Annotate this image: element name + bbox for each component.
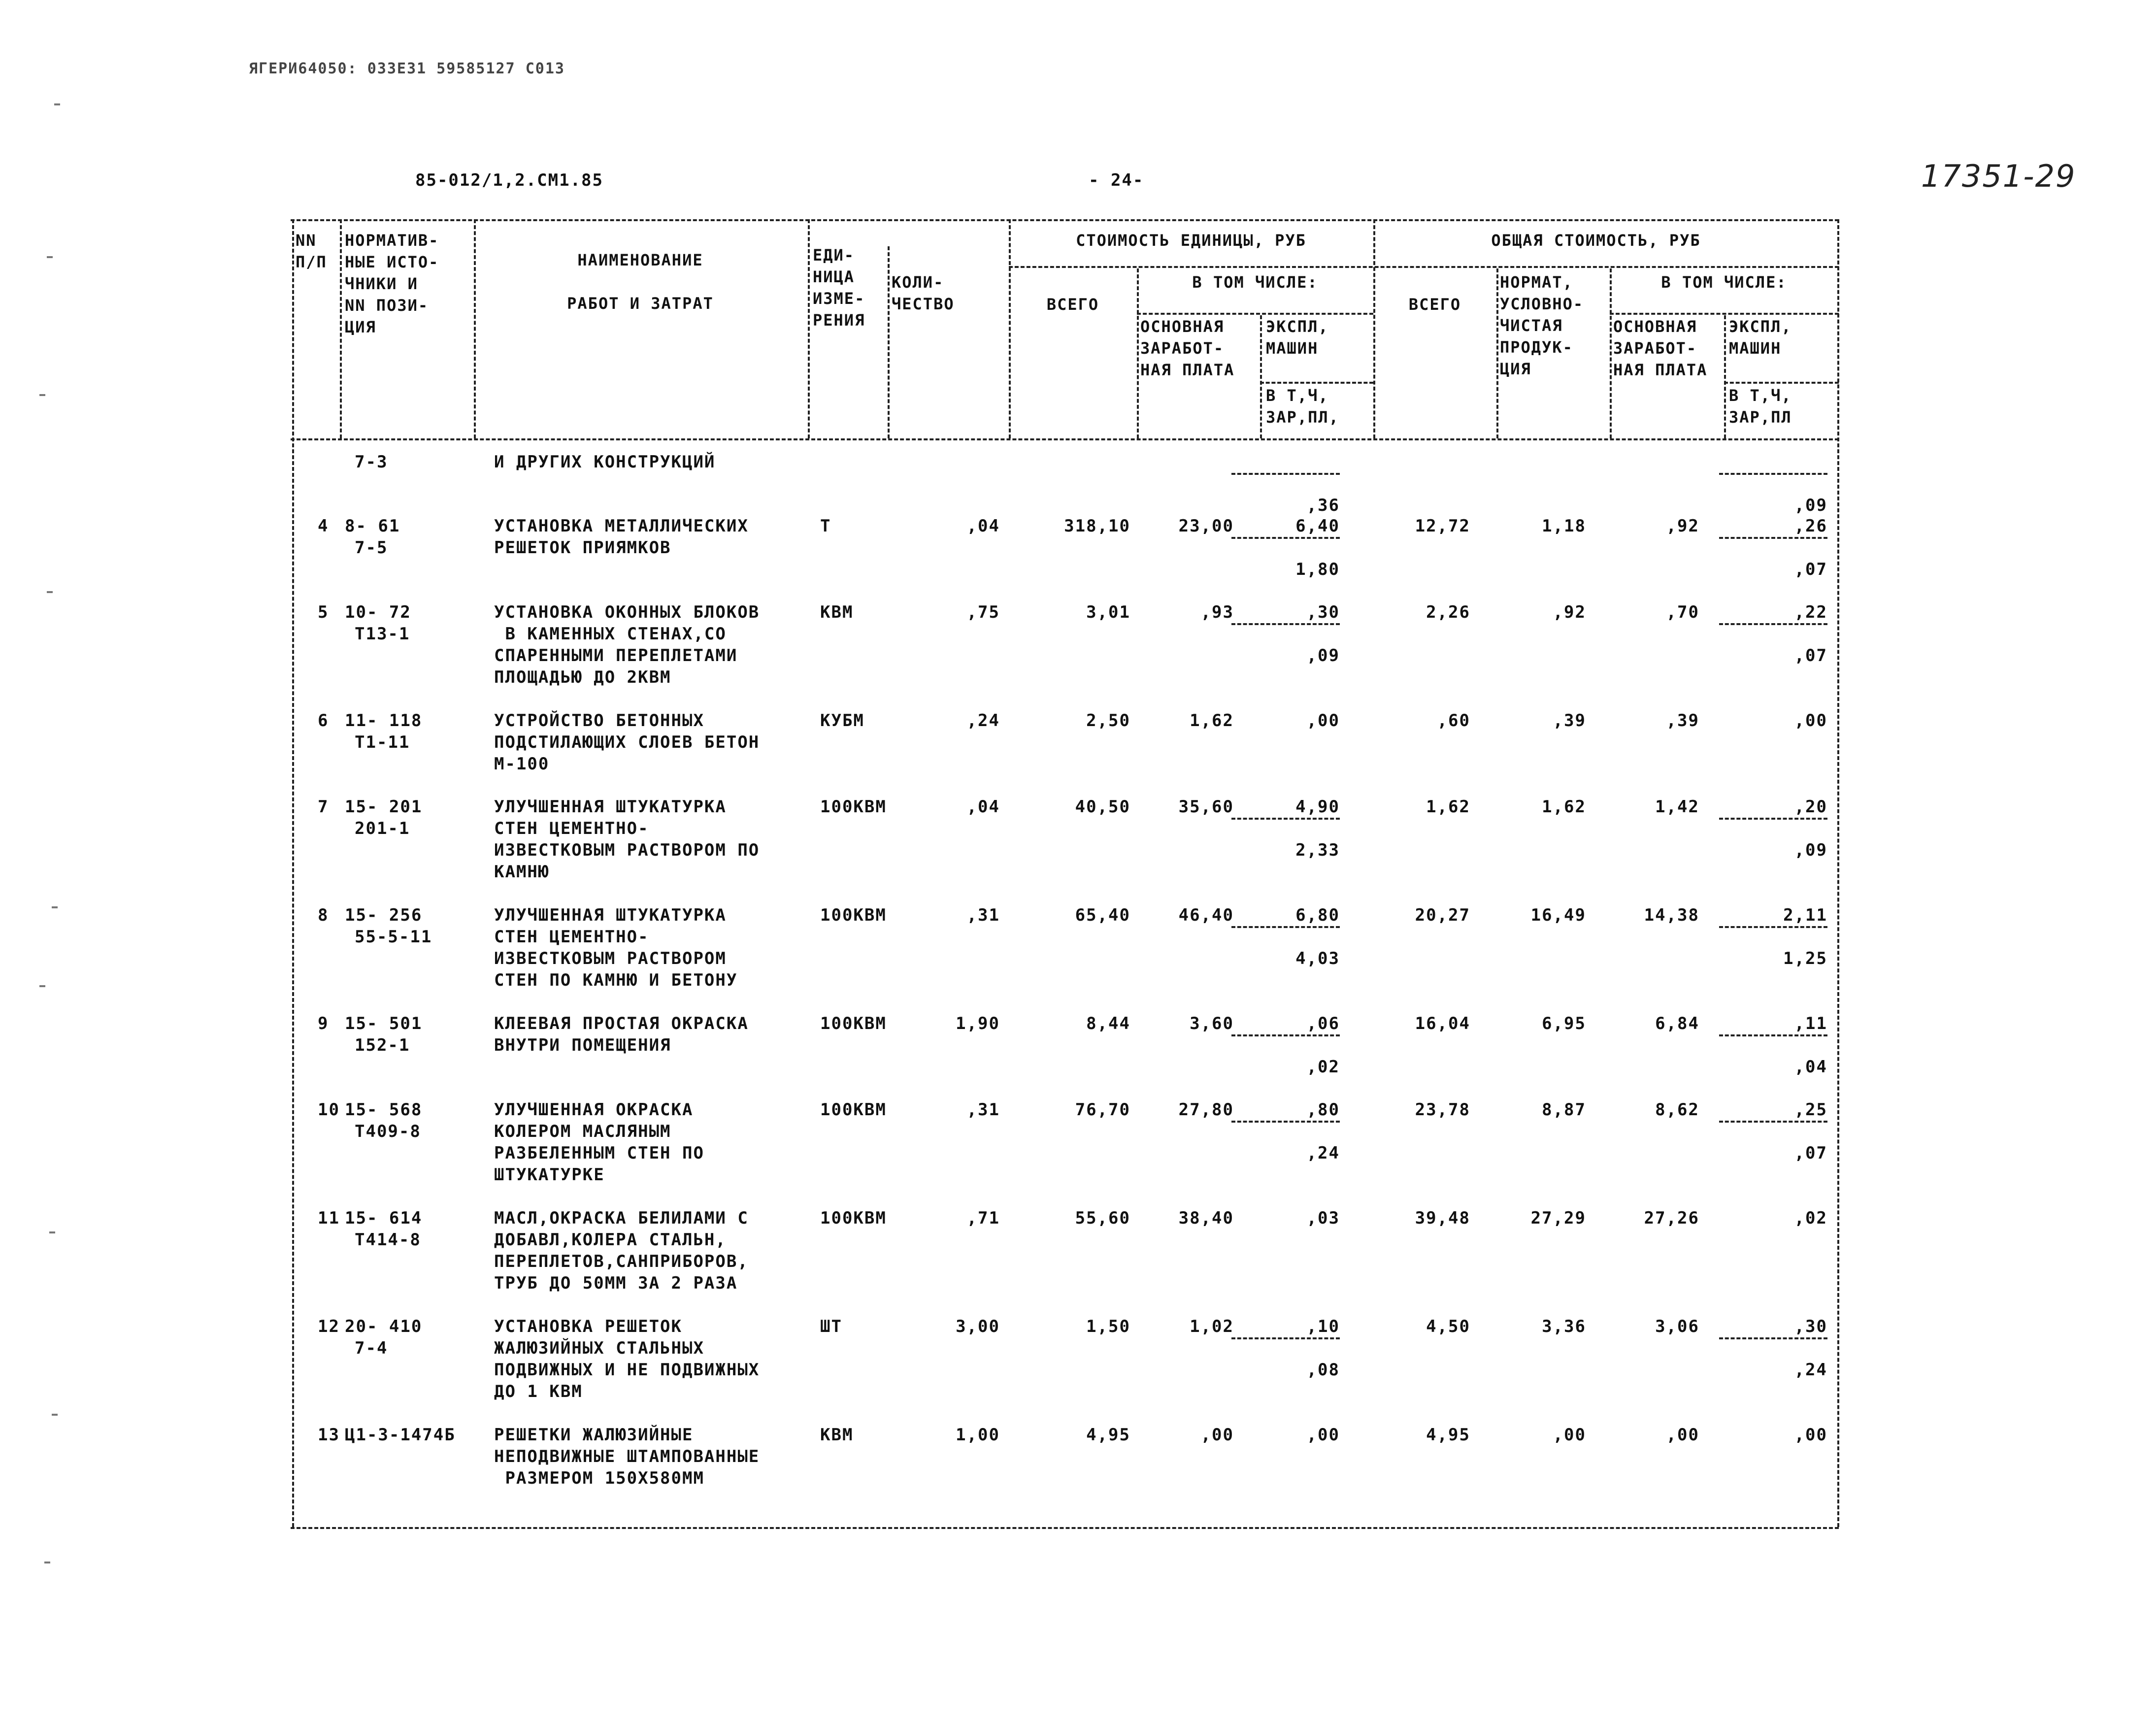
header-incl-wage: ЗАР,ПЛ: [1729, 408, 1792, 427]
header-normative-source: НОРМАТИВ-: [345, 231, 439, 250]
row-total-machine-cost: ,00: [1794, 1425, 1827, 1445]
row-total-cost: 23,78: [1415, 1100, 1470, 1120]
row-total-machine-cost: ,11: [1794, 1014, 1827, 1033]
row-total-cost: 39,48: [1415, 1208, 1470, 1228]
row-quantity: ,04: [966, 516, 1000, 536]
table-rule: [1610, 313, 1839, 315]
row-work-name: КОЛЕРОМ МАСЛЯНЫМ: [494, 1122, 671, 1141]
row-work-name: РЕШЕТКИ ЖАЛЮЗИЙНЫЕ: [494, 1425, 694, 1445]
row-work-name: УСТРОЙСТВО БЕТОННЫХ: [494, 711, 704, 731]
row-total-base-wage: 8,62: [1655, 1100, 1699, 1120]
row-total-cost: 2,26: [1426, 602, 1470, 622]
fraction-rule: [1231, 537, 1340, 539]
column-rule: [1260, 315, 1262, 438]
row-total-cost: 4,95: [1426, 1425, 1470, 1445]
row-total-machine-cost: ,02: [1794, 1208, 1827, 1228]
column-rule: [1009, 219, 1011, 438]
header-incl-wage: В Т,Ч,: [1266, 386, 1329, 405]
header-normative-source: НЫЕ ИСТО-: [345, 253, 439, 271]
row-unit-cost-total: 40,50: [1075, 797, 1130, 817]
row-total-machine-wage: ,07: [1794, 646, 1827, 665]
row-unit-machine-cost: 6,80: [1295, 905, 1340, 925]
row-unit-machine-cost: ,10: [1306, 1317, 1340, 1336]
row-number: 5: [318, 602, 329, 622]
row-total-machine-cost: ,30: [1794, 1317, 1827, 1336]
row-normative-subcode: 7-3: [355, 452, 388, 472]
row-unit: КВМ: [820, 1425, 854, 1445]
row-total-cost: 16,04: [1415, 1014, 1470, 1033]
row-quantity: 1,00: [956, 1425, 1000, 1445]
top-code: ЯГЕРИ64050: 033E31 59585127 C013: [249, 60, 565, 77]
row-work-name: ПОДВИЖНЫХ И НЕ ПОДВИЖНЫХ: [494, 1360, 760, 1380]
row-number: 10: [318, 1100, 340, 1120]
row-normative-subcode: Т13-1: [355, 624, 410, 644]
row-work-name: ПЛОЩАДЬЮ ДО 2КВМ: [494, 667, 671, 687]
fraction-rule: [1231, 473, 1340, 475]
header-including: В ТОМ ЧИСЛЕ:: [1192, 273, 1318, 292]
row-total-normative-net: ,39: [1553, 711, 1586, 731]
row-normative-subcode: Т414-8: [355, 1230, 421, 1250]
row-total-cost: ,60: [1437, 711, 1470, 731]
header-base-wage: НАЯ ПЛАТА: [1613, 361, 1708, 379]
row-unit-machine-wage: ,36: [1306, 496, 1340, 515]
row-unit-base-wage: 27,80: [1178, 1100, 1234, 1120]
row-unit-cost-total: 3,01: [1086, 602, 1130, 622]
row-total-cost: 12,72: [1415, 516, 1470, 536]
row-unit-cost-total: 55,60: [1075, 1208, 1130, 1228]
row-unit-machine-wage: 1,80: [1295, 560, 1340, 579]
column-rule: [1610, 268, 1612, 438]
header-machine-operation: ЭКСПЛ,: [1266, 317, 1329, 336]
table-rule: [1009, 266, 1839, 268]
header-base-wage: НАЯ ПЛАТА: [1140, 361, 1235, 379]
row-normative-code: 15- 256: [345, 905, 423, 925]
fraction-rule: [1719, 537, 1827, 539]
fraction-rule: [1719, 473, 1827, 475]
row-total-base-wage: ,00: [1666, 1425, 1699, 1445]
row-work-name: ШТУКАТУРКЕ: [494, 1165, 605, 1185]
header-unit: ИЗМЕ-: [813, 289, 865, 308]
row-work-name: ВНУТРИ ПОМЕЩЕНИЯ: [494, 1035, 671, 1055]
row-unit-base-wage: 38,40: [1178, 1208, 1234, 1228]
row-unit-base-wage: 46,40: [1178, 905, 1234, 925]
row-unit: 100КВМ: [820, 797, 887, 817]
row-normative-subcode: 7-4: [355, 1338, 388, 1358]
row-work-name: КАМНЮ: [494, 862, 550, 882]
row-unit-cost-total: 2,50: [1086, 711, 1130, 731]
column-rule: [292, 219, 294, 1527]
row-total-normative-net: 6,95: [1542, 1014, 1586, 1033]
fraction-rule: [1719, 1121, 1827, 1123]
row-unit: КУБМ: [820, 711, 864, 731]
fraction-rule: [1719, 623, 1827, 625]
row-unit-base-wage: 35,60: [1178, 797, 1234, 817]
row-work-name: ИЗВЕСТКОВЫМ РАСТВОРОМ: [494, 949, 727, 968]
row-work-name: ЖАЛЮЗИЙНЫХ СТАЛЬНЫХ: [494, 1338, 704, 1358]
header-unit: НИЦА: [813, 267, 855, 286]
row-total-normative-net: 16,49: [1530, 905, 1586, 925]
row-work-name: РАЗБЕЛЕННЫМ СТЕН ПО: [494, 1143, 704, 1163]
row-work-name: РЕШЕТОК ПРИЯМКОВ: [494, 538, 671, 558]
column-rule: [340, 219, 342, 438]
row-unit-cost-total: 8,44: [1086, 1014, 1130, 1033]
scan-mark: [39, 394, 45, 396]
header-name: НАИМЕНОВАНИЕ: [577, 251, 703, 269]
row-unit-base-wage: ,93: [1200, 602, 1234, 622]
fraction-rule: [1231, 1337, 1340, 1339]
row-total-cost: 4,50: [1426, 1317, 1470, 1336]
header-nn: П/П: [296, 253, 327, 271]
fraction-rule: [1719, 1034, 1827, 1036]
table-rule: [291, 219, 1839, 221]
header-normative-net: ЦИЯ: [1500, 360, 1531, 378]
row-quantity: ,24: [966, 711, 1000, 731]
row-normative-code: 11- 118: [345, 711, 423, 731]
row-work-name: НЕПОДВИЖНЫЕ ШТАМПОВАННЫЕ: [494, 1447, 760, 1466]
header-incl-wage: В Т,Ч,: [1729, 386, 1792, 405]
row-number: 13: [318, 1425, 340, 1445]
row-unit-machine-wage: ,08: [1306, 1360, 1340, 1380]
row-work-name: СТЕН ЦЕМЕНТНО-: [494, 927, 649, 947]
row-number: 6: [318, 711, 329, 731]
row-unit: ШТ: [820, 1317, 842, 1336]
row-unit-machine-cost: ,80: [1306, 1100, 1340, 1120]
header-normative-net: УСЛОВНО-: [1500, 295, 1584, 313]
row-normative-subcode: 7-5: [355, 538, 388, 558]
row-number: 12: [318, 1317, 340, 1336]
table-rule: [1260, 382, 1373, 384]
row-unit: 100КВМ: [820, 1014, 887, 1033]
row-unit: КВМ: [820, 602, 854, 622]
row-quantity: ,75: [966, 602, 1000, 622]
row-work-name: РАЗМЕРОМ 150Х580ММ: [494, 1468, 704, 1488]
row-quantity: ,71: [966, 1208, 1000, 1228]
row-total-machine-cost: ,20: [1794, 797, 1827, 817]
row-total-base-wage: ,39: [1666, 711, 1699, 731]
header-normative-source: NN ПОЗИ-: [345, 296, 429, 315]
page-number: - 24-: [1089, 170, 1144, 190]
row-normative-subcode: 201-1: [355, 819, 410, 838]
row-normative-code: Ц1-3-1474Б: [345, 1425, 456, 1445]
scan-mark: [39, 985, 45, 987]
fraction-rule: [1231, 623, 1340, 625]
row-work-name: МАСЛ,ОКРАСКА БЕЛИЛАМИ С: [494, 1208, 749, 1228]
row-quantity: 1,90: [956, 1014, 1000, 1033]
row-work-name: УСТАНОВКА ОКОННЫХ БЛОКОВ: [494, 602, 760, 622]
row-normative-subcode: 152-1: [355, 1035, 410, 1055]
row-work-name: ПЕРЕПЛЕТОВ,САНПРИБОРОВ,: [494, 1252, 749, 1271]
header-nn: NN: [296, 231, 317, 250]
row-total-machine-cost: ,26: [1794, 516, 1827, 536]
row-work-name: УСТАНОВКА РЕШЕТОК: [494, 1317, 682, 1336]
scan-mark: [47, 591, 53, 593]
row-normative-code: 20- 410: [345, 1317, 423, 1336]
row-normative-code: 15- 568: [345, 1100, 423, 1120]
row-number: 9: [318, 1014, 329, 1033]
row-work-name: УСТАНОВКА МЕТАЛЛИЧЕСКИХ: [494, 516, 749, 536]
row-work-name: М-100: [494, 754, 550, 774]
row-unit-machine-wage: ,09: [1306, 646, 1340, 665]
row-unit-cost-total: 4,95: [1086, 1425, 1130, 1445]
row-quantity: 3,00: [956, 1317, 1000, 1336]
row-normative-code: 15- 614: [345, 1208, 423, 1228]
row-total-cost: 1,62: [1426, 797, 1470, 817]
row-work-name: КЛЕЕВАЯ ПРОСТАЯ ОКРАСКА: [494, 1014, 749, 1033]
row-total-machine-wage: ,09: [1794, 840, 1827, 860]
header-total-cost: ОБЩАЯ СТОИМОСТЬ, РУБ: [1491, 231, 1701, 250]
header-normative-net: ПРОДУК-: [1500, 338, 1573, 357]
row-unit-machine-cost: 4,90: [1295, 797, 1340, 817]
header-quantity: ЧЕСТВО: [892, 295, 955, 313]
header-name: РАБОТ И ЗАТРАТ: [567, 294, 714, 313]
row-total-base-wage: 27,26: [1644, 1208, 1699, 1228]
fraction-rule: [1231, 1034, 1340, 1036]
fraction-rule: [1719, 926, 1827, 928]
row-total-machine-wage: 1,25: [1783, 949, 1827, 968]
row-number: 11: [318, 1208, 340, 1228]
row-work-name: И ДРУГИХ КОНСТРУКЦИЙ: [494, 452, 716, 472]
row-total-base-wage: ,70: [1666, 602, 1699, 622]
header-normative-net: НОРМАТ,: [1500, 273, 1573, 292]
row-unit-base-wage: 3,60: [1190, 1014, 1234, 1033]
row-quantity: ,31: [966, 1100, 1000, 1120]
header-normative-source: ЦИЯ: [345, 318, 376, 336]
column-rule: [1373, 219, 1375, 438]
row-unit-base-wage: 1,02: [1190, 1317, 1234, 1336]
row-work-name: СПАРЕННЫМИ ПЕРЕПЛЕТАМИ: [494, 646, 738, 665]
row-unit: 100КВМ: [820, 905, 887, 925]
row-normative-code: 8- 61: [345, 516, 400, 536]
fraction-rule: [1231, 926, 1340, 928]
column-rule: [888, 246, 890, 438]
row-unit-cost-total: 76,70: [1075, 1100, 1130, 1120]
row-total-normative-net: 8,87: [1542, 1100, 1586, 1120]
row-total-normative-net: 27,29: [1530, 1208, 1586, 1228]
row-total-normative-net: 3,36: [1542, 1317, 1586, 1336]
header-quantity: КОЛИ-: [892, 273, 944, 292]
row-total-base-wage: 14,38: [1644, 905, 1699, 925]
row-work-name: УЛУЧШЕННАЯ ШТУКАТУРКА: [494, 905, 727, 925]
row-total-base-wage: 1,42: [1655, 797, 1699, 817]
row-total-machine-wage: ,07: [1794, 1143, 1827, 1163]
row-total-machine-cost: ,25: [1794, 1100, 1827, 1120]
row-unit: 100КВМ: [820, 1100, 887, 1120]
table-rule: [291, 1527, 1839, 1529]
row-unit-machine-cost: ,03: [1306, 1208, 1340, 1228]
row-unit-machine-cost: ,06: [1306, 1014, 1340, 1033]
row-work-name: ДОБАВЛ,КОЛЕРА СТАЛЬН,: [494, 1230, 727, 1250]
row-normative-subcode: 55-5-11: [355, 927, 432, 947]
header-total-total: ВСЕГО: [1408, 295, 1461, 314]
row-unit-cost-total: 65,40: [1075, 905, 1130, 925]
row-number: 7: [318, 797, 329, 817]
row-total-machine-wage: ,24: [1794, 1360, 1827, 1380]
row-total-machine-cost: ,22: [1794, 602, 1827, 622]
scan-mark: [52, 1414, 58, 1416]
row-unit-machine-wage: 4,03: [1295, 949, 1340, 968]
table-rule: [1724, 382, 1839, 384]
scan-mark: [47, 256, 53, 258]
row-unit-machine-cost: 6,40: [1295, 516, 1340, 536]
row-work-name: УЛУЧШЕННАЯ ШТУКАТУРКА: [494, 797, 727, 817]
column-rule: [1137, 268, 1139, 438]
row-unit-machine-wage: 2,33: [1295, 840, 1340, 860]
header-machine-operation: ЭКСПЛ,: [1729, 317, 1792, 336]
column-rule: [1496, 268, 1498, 438]
header-unit: РЕНИЯ: [813, 311, 865, 330]
row-total-base-wage: ,92: [1666, 516, 1699, 536]
table-rule: [291, 438, 1839, 440]
row-total-cost: 20,27: [1415, 905, 1470, 925]
row-total-normative-net: ,00: [1553, 1425, 1586, 1445]
row-unit-machine-cost: ,00: [1306, 1425, 1340, 1445]
row-total-base-wage: 6,84: [1655, 1014, 1699, 1033]
scan-mark: [44, 1562, 50, 1563]
row-work-name: УЛУЧШЕННАЯ ОКРАСКА: [494, 1100, 694, 1120]
row-normative-code: 15- 201: [345, 797, 423, 817]
row-number: 4: [318, 516, 329, 536]
header-machine-operation: МАШИН: [1729, 339, 1782, 358]
row-total-machine-cost: 2,11: [1783, 905, 1827, 925]
row-normative-code: 15- 501: [345, 1014, 423, 1033]
row-normative-code: 10- 72: [345, 602, 411, 622]
scan-mark: [54, 103, 60, 105]
row-total-normative-net: ,92: [1553, 602, 1586, 622]
row-work-name: ИЗВЕСТКОВЫМ РАСТВОРОМ ПО: [494, 840, 760, 860]
row-unit-base-wage: 23,00: [1178, 516, 1234, 536]
handwritten-code: 17351-29: [1921, 158, 2076, 194]
row-total-normative-net: 1,18: [1542, 516, 1586, 536]
fraction-rule: [1719, 818, 1827, 820]
row-work-name: СТЕН ПО КАМНЮ И БЕТОНУ: [494, 970, 738, 990]
header-normative-net: ЧИСТАЯ: [1500, 316, 1563, 335]
row-unit-base-wage: 1,62: [1190, 711, 1234, 731]
row-total-normative-net: 1,62: [1542, 797, 1586, 817]
row-normative-subcode: Т1-11: [355, 732, 410, 752]
header-including: В ТОМ ЧИСЛЕ:: [1661, 273, 1787, 292]
row-total-machine-wage: ,07: [1794, 560, 1827, 579]
row-unit-machine-cost: ,00: [1306, 711, 1340, 731]
row-unit: Т: [820, 516, 831, 536]
row-unit: 100КВМ: [820, 1208, 887, 1228]
header-unit-total: ВСЕГО: [1046, 295, 1099, 314]
row-unit-cost-total: 1,50: [1086, 1317, 1130, 1336]
header-base-wage: ОСНОВНАЯ: [1140, 317, 1225, 336]
row-number: 8: [318, 905, 329, 925]
row-unit-cost-total: 318,10: [1064, 516, 1130, 536]
row-total-machine-wage: ,04: [1794, 1057, 1827, 1077]
row-total-base-wage: 3,06: [1655, 1317, 1699, 1336]
row-unit-base-wage: ,00: [1200, 1425, 1234, 1445]
header-normative-source: ЧНИКИ И: [345, 274, 418, 293]
row-work-name: ПОДСТИЛАЮЩИХ СЛОЕВ БЕТОН: [494, 732, 760, 752]
row-quantity: ,31: [966, 905, 1000, 925]
row-work-name: В КАМЕННЫХ СТЕНАХ,СО: [494, 624, 727, 644]
row-work-name: ДО 1 КВМ: [494, 1382, 583, 1401]
row-unit-machine-wage: ,02: [1306, 1057, 1340, 1077]
header-base-wage: ЗАРАБОТ-: [1140, 339, 1225, 358]
header-base-wage: ОСНОВНАЯ: [1613, 317, 1697, 336]
fraction-rule: [1719, 1337, 1827, 1339]
scan-mark: [52, 906, 58, 908]
header-unit-cost: СТОИМОСТЬ ЕДИНИЦЫ, РУБ: [1076, 231, 1306, 250]
column-rule: [1837, 219, 1839, 1527]
row-total-machine-wage: ,09: [1794, 496, 1827, 515]
header-base-wage: ЗАРАБОТ-: [1613, 339, 1697, 358]
scan-mark: [49, 1231, 55, 1233]
row-normative-subcode: Т409-8: [355, 1122, 421, 1141]
fraction-rule: [1231, 1121, 1340, 1123]
column-rule: [1724, 315, 1726, 438]
row-quantity: ,04: [966, 797, 1000, 817]
row-total-machine-cost: ,00: [1794, 711, 1827, 731]
header-machine-operation: МАШИН: [1266, 339, 1319, 358]
row-unit-machine-wage: ,24: [1306, 1143, 1340, 1163]
header-incl-wage: ЗАР,ПЛ,: [1266, 408, 1339, 427]
fraction-rule: [1231, 818, 1340, 820]
document-code: 85-012/1,2.СМ1.85: [415, 170, 603, 190]
row-work-name: СТЕН ЦЕМЕНТНО-: [494, 819, 649, 838]
row-unit-machine-cost: ,30: [1306, 602, 1340, 622]
header-unit: ЕДИ-: [813, 246, 855, 265]
row-work-name: ТРУБ ДО 50ММ ЗА 2 РАЗА: [494, 1273, 738, 1293]
